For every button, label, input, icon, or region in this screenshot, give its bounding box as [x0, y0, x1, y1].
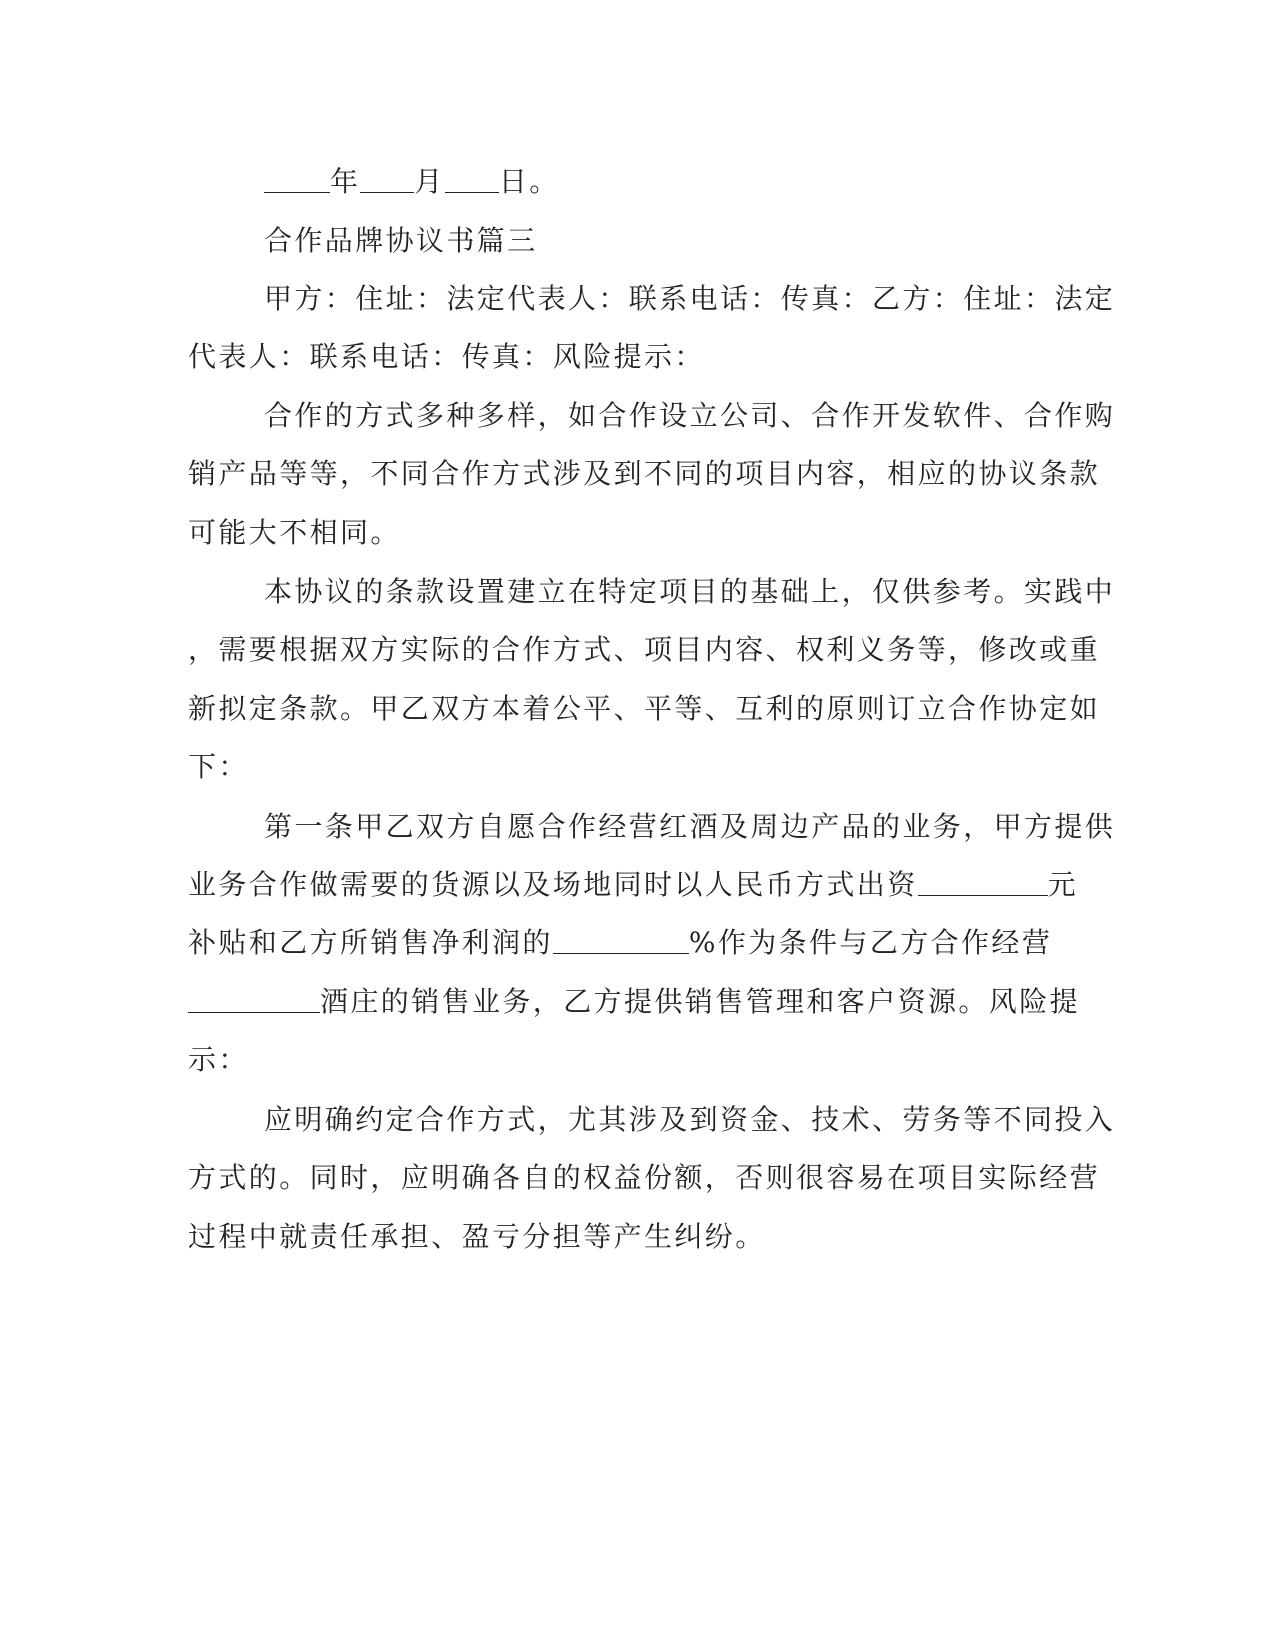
- month-label: 月: [414, 165, 445, 198]
- p4-line-1: 应明确约定合作方式，尤其涉及到资金、技术、劳务等不同投入: [264, 1103, 1116, 1136]
- day-blank: [445, 164, 499, 193]
- year-blank: [264, 164, 330, 193]
- p3-line-2-unit: 元: [1047, 868, 1079, 901]
- p2-line-1: 本协议的条款设置建立在特定项目的基础上，仅供参考。实践中: [264, 575, 1116, 608]
- date-line: [264, 162, 1068, 202]
- p1-line-3: 可能大不相同。: [188, 516, 401, 549]
- p3-line-3-rest: %作为条件与乙方合作经营: [688, 926, 1053, 959]
- parties-line-2: 代表人：联系电话：传真：风险提示：: [188, 340, 705, 373]
- p4-line-2: 方式的。同时，应明确各自的权益份额，否则很容易在项目实际经营: [188, 1161, 1101, 1194]
- day-label: 日。: [498, 165, 560, 198]
- p2-line-2: ，需要根据双方实际的合作方式、项目内容、权利义务等，修改或重: [188, 633, 1101, 666]
- p2-line-4: 下：: [188, 750, 249, 783]
- p3-line-4-text: 酒庄的销售业务，乙方提供销售管理和客户资源。风险提: [320, 985, 1081, 1018]
- p1-line-2: 销产品等等，不同合作方式涉及到不同的项目内容，相应的协议条款: [188, 457, 1101, 490]
- p1-line-1: 合作的方式多种多样，如合作设立公司、合作开发软件、合作购: [264, 399, 1116, 432]
- p3-line-3-text: 补贴和乙方所销售净利润的: [188, 926, 553, 959]
- section-title: 合作品牌协议书篇三: [264, 224, 538, 257]
- month-blank: [360, 164, 414, 193]
- p3-line-3: [188, 923, 1068, 963]
- parties-line-1: 甲方：住址：法定代表人：联系电话：传真：乙方：住址：法定: [264, 282, 1116, 315]
- year-label: 年: [330, 165, 361, 198]
- p3-line-1: 第一条甲乙双方自愿合作经营红酒及周边产品的业务，甲方提供: [264, 810, 1116, 843]
- p3-line-2-text: 业务合作做需要的货源以及场地同时以人民币方式出资: [188, 868, 918, 901]
- p2-line-3: 新拟定条款。甲乙双方本着公平、平等、互利的原则订立合作协定如: [188, 692, 1101, 725]
- profit-percent-blank: [553, 925, 689, 954]
- capital-amount-blank: [918, 867, 1048, 896]
- winery-name-blank: [188, 984, 320, 1013]
- p4-line-3: 过程中就责任承担、盈亏分担等产生纠纷。: [188, 1220, 766, 1253]
- p3-line-5: 示：: [188, 1043, 249, 1076]
- p3-line-2: [188, 865, 1079, 905]
- p3-line-4: [188, 982, 1081, 1022]
